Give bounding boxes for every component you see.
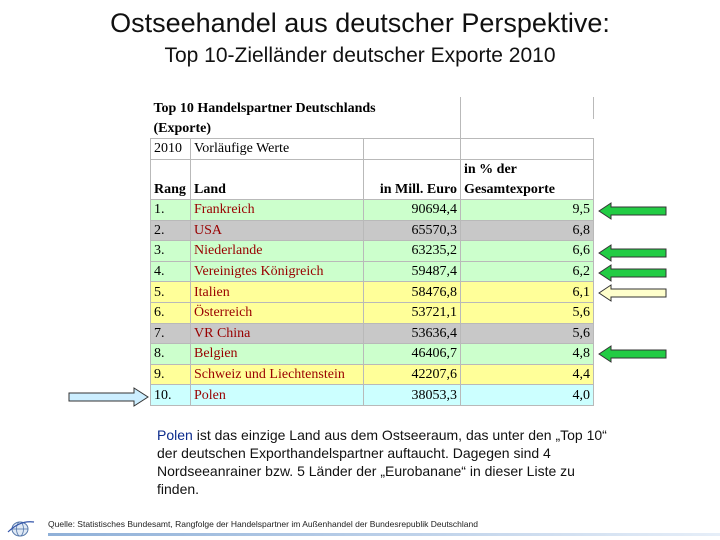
row-rank: 3.	[151, 241, 191, 262]
col-value-header: in Mill. Euro	[364, 179, 461, 199]
globe-logo-icon	[6, 518, 36, 538]
row-pct: 6,2	[461, 261, 594, 282]
table-heading-line1: Top 10 Handelspartner Deutschlands	[151, 97, 461, 119]
row-pct: 4,8	[461, 344, 594, 365]
row-rank: 10.	[151, 385, 191, 406]
table-heading-line2: (Exporte)	[151, 119, 461, 139]
row-rank: 8.	[151, 344, 191, 365]
row-value: 65570,3	[364, 220, 461, 241]
table-row	[151, 364, 594, 385]
col-rank-header: Rang	[151, 179, 191, 199]
row-country: Frankreich	[191, 199, 364, 220]
row-country: Italien	[191, 282, 364, 303]
row-value: 46406,7	[364, 344, 461, 365]
row-country: VR China	[191, 323, 364, 344]
table-row	[151, 282, 594, 303]
col-pct-header-line2: Gesamtexporte	[461, 179, 594, 199]
row-value: 53721,1	[364, 302, 461, 323]
row-rank: 4.	[151, 261, 191, 282]
row-value: 90694,4	[364, 199, 461, 220]
arrow-left-icon	[598, 201, 668, 221]
row-country: Vereinigtes Königreich	[191, 261, 364, 282]
arrow-left-icon	[598, 344, 668, 364]
row-country: Schweiz und Liechtenstein	[191, 364, 364, 385]
row-rank: 9.	[151, 364, 191, 385]
col-country-header: Land	[191, 179, 364, 199]
table-row	[151, 241, 594, 262]
row-country: Polen	[191, 385, 364, 406]
table-row	[151, 261, 594, 282]
table-row	[151, 323, 594, 344]
row-rank: 7.	[151, 323, 191, 344]
row-pct: 4,0	[461, 385, 594, 406]
arrow-left-icon	[598, 263, 668, 283]
footer-divider	[48, 533, 720, 536]
row-value: 63235,2	[364, 241, 461, 262]
row-value: 59487,4	[364, 261, 461, 282]
col-pct-header-line1: in % der	[461, 159, 594, 179]
row-country: Österreich	[191, 302, 364, 323]
table-row	[151, 344, 594, 365]
table-year-note: Vorläufige Werte	[191, 139, 364, 160]
row-value: 58476,8	[364, 282, 461, 303]
row-pct: 5,6	[461, 323, 594, 344]
arrow-right-icon	[68, 386, 150, 408]
row-pct: 6,1	[461, 282, 594, 303]
row-pct: 5,6	[461, 302, 594, 323]
row-country: Niederlande	[191, 241, 364, 262]
source-citation: Quelle: Statistisches Bundesamt, Rangfolge der Handelspartner im Außenhandel der Bundesrepublik Deutschland	[48, 519, 478, 529]
exports-table	[150, 97, 594, 406]
row-pct: 9,5	[461, 199, 594, 220]
row-country: USA	[191, 220, 364, 241]
note-body: ist das einzige Land aus dem Ostseeraum, das unter den „Top 10“ der deutschen Exporthandelspartner auftaucht. Dagegen sind 4 Nordseeanrainer bzw. 5 Länder der „Eurobanane“ in dieser Liste zu finden.	[157, 427, 607, 497]
row-rank: 1.	[151, 199, 191, 220]
row-rank: 2.	[151, 220, 191, 241]
arrow-left-icon	[598, 243, 668, 263]
row-pct: 6,6	[461, 241, 594, 262]
page-subtitle: Top 10-Zielländer deutscher Exporte 2010	[164, 44, 556, 67]
row-value: 42207,6	[364, 364, 461, 385]
row-country: Belgien	[191, 344, 364, 365]
row-value: 53636,4	[364, 323, 461, 344]
table-row	[151, 199, 594, 220]
note-text	[157, 426, 607, 498]
row-pct: 6,8	[461, 220, 594, 241]
arrow-left-icon	[598, 283, 668, 303]
row-rank: 6.	[151, 302, 191, 323]
row-pct: 4,4	[461, 364, 594, 385]
table-year: 2010	[151, 139, 191, 160]
note-highlight: Polen	[157, 427, 193, 443]
row-rank: 5.	[151, 282, 191, 303]
page-title: Ostseehandel aus deutscher Perspektive:	[110, 8, 610, 38]
table-row	[151, 302, 594, 323]
row-value: 38053,3	[364, 385, 461, 406]
table-row	[151, 220, 594, 241]
table-row	[151, 385, 594, 406]
